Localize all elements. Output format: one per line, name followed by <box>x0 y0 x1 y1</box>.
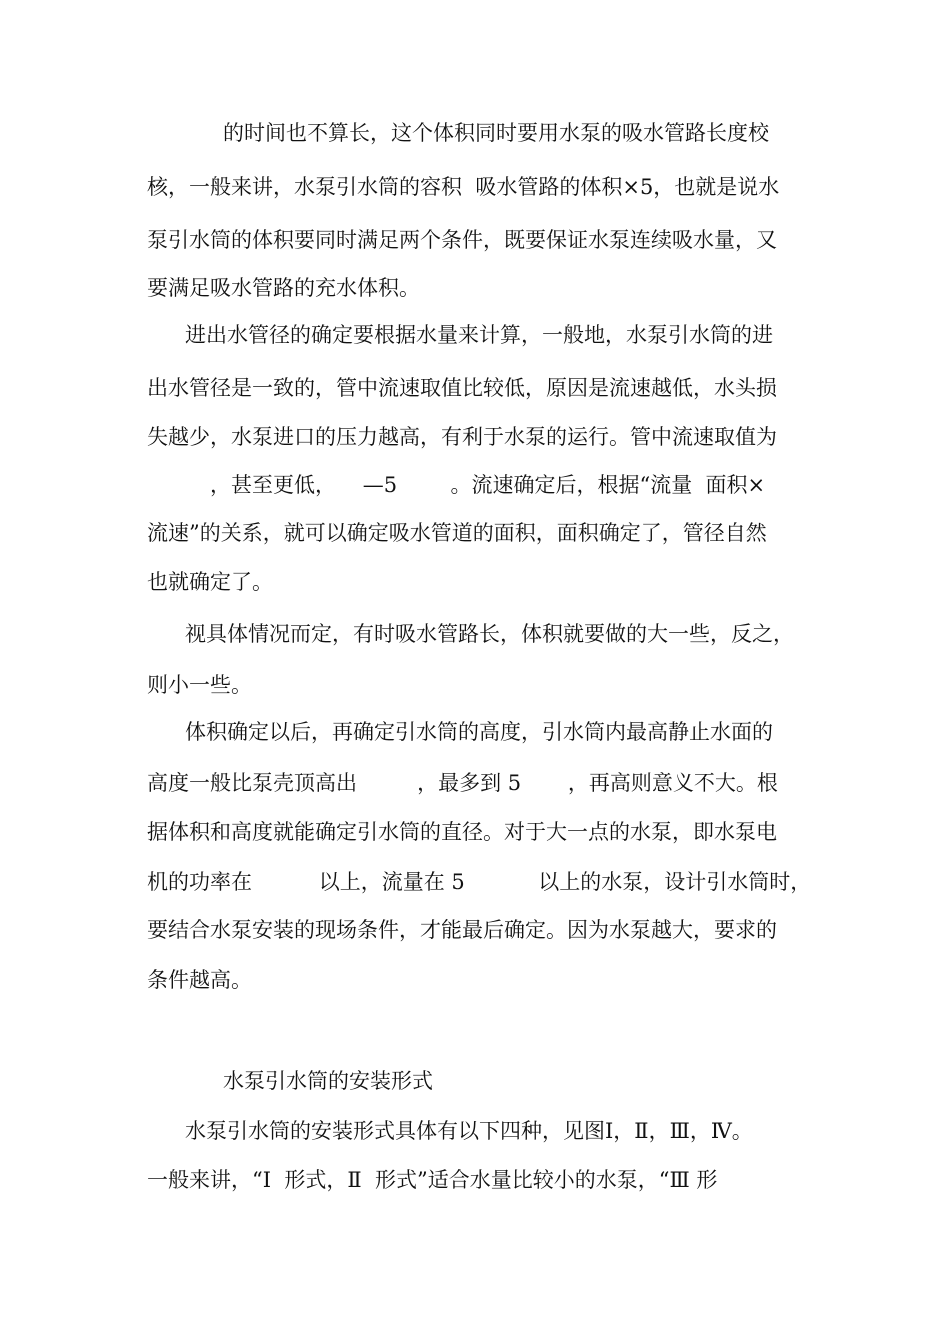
section-paragraph-line-1: 水泵引水筒的安装形式具体有以下四种，见图Ⅰ，Ⅱ，Ⅲ，Ⅳ。 <box>185 1119 753 1143</box>
paragraph-4-line-2: 高度一般比泵壳顶高出 ，最多到 5 ，再高则意义不大。根 <box>147 771 778 795</box>
paragraph-4-line-4: 机的功率在 以上，流量在 5 以上的水泵，设计引水筒时， <box>147 870 812 894</box>
paragraph-2-line-5: 流速”的关系，就可以确定吸水管道的面积，面积确定了，管径自然 <box>147 521 767 545</box>
paragraph-2-line-3: 失越少，水泵进口的压力越高，有利于水泵的运行。管中流速取值为 <box>147 425 777 449</box>
paragraph-2-line-6: 也就确定了。 <box>147 570 273 594</box>
paragraph-1-line-3: 泵引水筒的体积要同时满足两个条件，既要保证水泵连续吸水量，又 <box>147 228 777 252</box>
paragraph-1-line-4: 要满足吸水管路的充水体积。 <box>147 276 420 300</box>
section-paragraph-line-2: 一般来讲，“Ⅰ 形式，Ⅱ 形式”适合水量比较小的水泵，“Ⅲ 形 <box>147 1168 718 1192</box>
paragraph-3-line-2: 则小一些。 <box>147 673 252 697</box>
paragraph-1-line-1: 的时间也不算长，这个体积同时要用水泵的吸水管路长度校 <box>223 121 769 145</box>
paragraph-2-line-1: 进出水管径的确定要根据水量来计算，一般地，水泵引水筒的进 <box>185 323 773 347</box>
paragraph-2-line-2: 出水管径是一致的，管中流速取值比较低，原因是流速越低，水头损 <box>147 376 777 400</box>
paragraph-4-line-1: 体积确定以后，再确定引水筒的高度，引水筒内最高静止水面的 <box>185 720 773 744</box>
paragraph-2-line-4: ，甚至更低， —5 。流速确定后，根据“流量 面积× <box>210 473 766 497</box>
paragraph-4-line-5: 要结合水泵安装的现场条件，才能最后确定。因为水泵越大，要求的 <box>147 918 777 942</box>
paragraph-4-line-6: 条件越高。 <box>147 968 252 992</box>
paragraph-4-line-3: 据体积和高度就能确定引水筒的直径。对于大一点的水泵，即水泵电 <box>147 820 777 844</box>
paragraph-3-line-1: 视具体情况而定，有时吸水管路长，体积就要做的大一些，反之， <box>185 622 794 646</box>
section-heading: 水泵引水筒的安装形式 <box>223 1069 433 1093</box>
paragraph-1-line-2: 核，一般来讲，水泵引水筒的容积 吸水管路的体积×5，也就是说水 <box>147 175 780 199</box>
